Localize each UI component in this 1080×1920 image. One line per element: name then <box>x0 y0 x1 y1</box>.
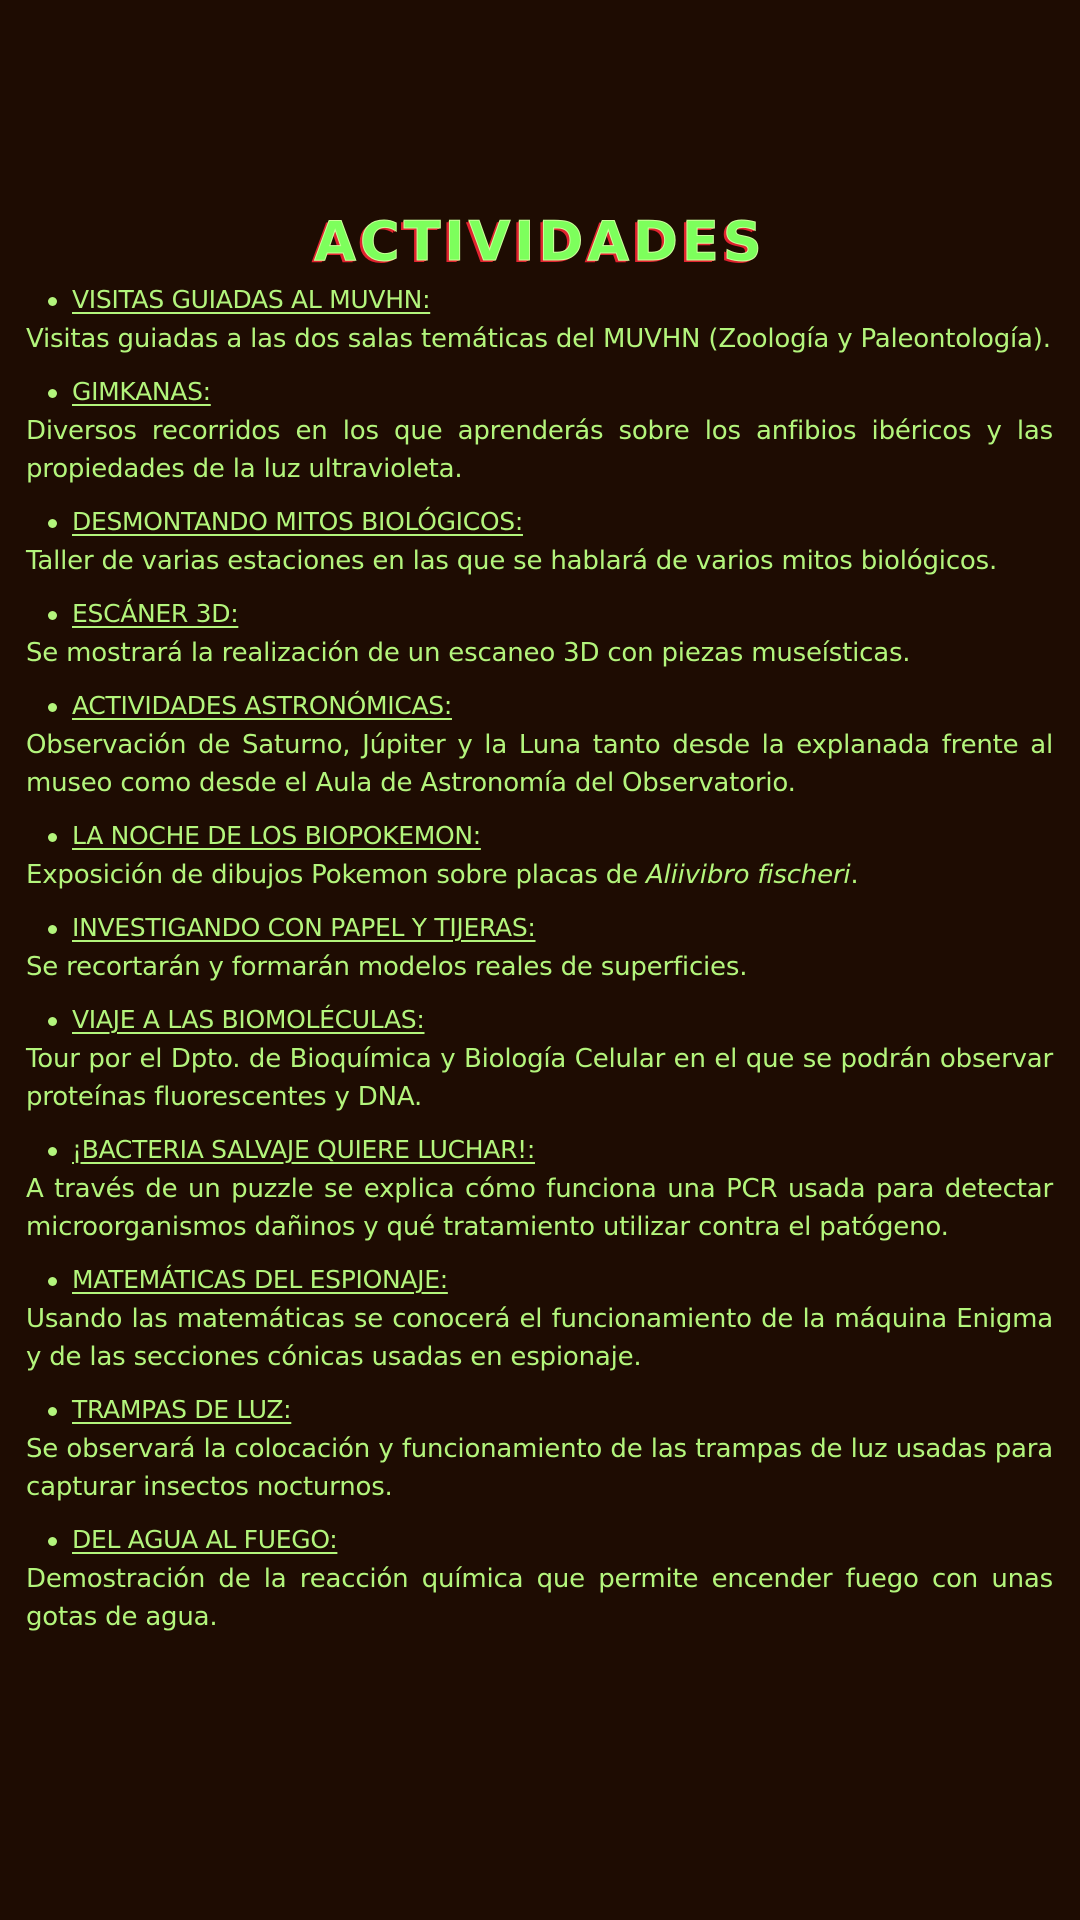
activity-description: Usando las matemáticas se conocerá el funcionamiento de la máquina Enigma y de las secciones cónicas usadas en espionaje. <box>26 1304 1053 1372</box>
item-head <box>26 280 1053 320</box>
item-head <box>26 1130 1053 1170</box>
bullet-icon <box>48 611 57 620</box>
activity-title-link[interactable]: GIMKANAS: <box>72 377 211 406</box>
list-item <box>26 1130 1053 1246</box>
activity-title-link[interactable]: VIAJE A LAS BIOMOLÉCULAS: <box>72 1005 425 1034</box>
activity-description: A través de un puzzle se explica cómo funciona una PCR usada para detectar microorganismos dañinos y qué tratamiento utilizar contra el patógeno. <box>26 1174 1053 1242</box>
bullet-icon <box>48 1277 57 1286</box>
list-item <box>26 1000 1053 1116</box>
bullet-icon <box>48 389 57 398</box>
bullet-icon <box>48 1017 57 1026</box>
description-text: Exposición de dibujos Pokemon sobre placas de <box>26 860 646 890</box>
activity-description: Se recortarán y formarán modelos reales de superficies. <box>26 952 748 982</box>
list-item <box>26 1260 1053 1376</box>
list-item <box>26 908 1053 986</box>
activity-description: Diversos recorridos en los que aprenderás sobre los anfibios ibéricos y las propiedades de la luz ultravioleta. <box>26 416 1053 484</box>
activity-title-link[interactable]: TRAMPAS DE LUZ: <box>72 1395 292 1424</box>
page-title: ACTIVIDADES <box>314 210 766 273</box>
bullet-icon <box>48 1147 57 1156</box>
list-item <box>26 816 1053 894</box>
activity-description: Tour por el Dpto. de Bioquímica y Biología Celular en el que se podrán observar proteínas fluorescentes y DNA. <box>26 1044 1053 1112</box>
list-item <box>26 1520 1053 1636</box>
activities-list <box>26 280 1053 1650</box>
item-head <box>26 1390 1053 1430</box>
activity-title-link[interactable]: ESCÁNER 3D: <box>72 599 239 628</box>
item-head <box>26 502 1053 542</box>
activity-title-link[interactable]: ACTIVIDADES ASTRONÓMICAS: <box>72 691 452 720</box>
bullet-icon <box>48 925 57 934</box>
list-item <box>26 280 1053 358</box>
activity-title-link[interactable]: DEL AGUA AL FUEGO: <box>72 1525 338 1554</box>
activity-description <box>26 856 1053 894</box>
activity-description: Visitas guiadas a las dos salas temáticas del MUVHN (Zoología y Paleontología). <box>26 324 1051 354</box>
activity-description: Taller de varias estaciones en las que se hablará de varios mitos biológicos. <box>26 546 998 576</box>
activity-title-link[interactable]: LA NOCHE DE LOS BIOPOKEMON: <box>72 821 481 850</box>
list-item <box>26 502 1053 580</box>
bullet-icon <box>48 703 57 712</box>
list-item <box>26 594 1053 672</box>
list-item <box>26 1390 1053 1506</box>
bullet-icon <box>48 833 57 842</box>
bullet-icon <box>48 1537 57 1546</box>
activity-title-link[interactable]: DESMONTANDO MITOS BIOLÓGICOS: <box>72 507 523 536</box>
activity-title-link[interactable]: MATEMÁTICAS DEL ESPIONAJE: <box>72 1265 448 1294</box>
activity-title-link[interactable]: INVESTIGANDO CON PAPEL Y TIJERAS: <box>72 913 536 942</box>
item-head <box>26 816 1053 856</box>
bullet-icon <box>48 519 57 528</box>
item-head <box>26 686 1053 726</box>
list-item <box>26 372 1053 488</box>
activity-description: Se observará la colocación y funcionamiento de las trampas de luz usadas para capturar insectos nocturnos. <box>26 1434 1053 1502</box>
activity-description: Demostración de la reacción química que permite encender fuego con unas gotas de agua. <box>26 1564 1053 1632</box>
description-suffix: . <box>850 860 859 890</box>
item-head <box>26 594 1053 634</box>
activity-description: Se mostrará la realización de un escaneo 3D con piezas museísticas. <box>26 638 911 668</box>
list-item <box>26 686 1053 802</box>
item-head <box>26 1260 1053 1300</box>
item-head <box>26 372 1053 412</box>
activity-title-link[interactable]: VISITAS GUIADAS AL MUVHN: <box>72 285 431 314</box>
item-head <box>26 1000 1053 1040</box>
bullet-icon <box>48 1407 57 1416</box>
species-name: Aliivibro fischeri <box>645 860 851 890</box>
activity-description: Observación de Saturno, Júpiter y la Luna tanto desde la explanada frente al museo como desde el Aula de Astronomía del Observatorio. <box>26 730 1053 798</box>
bullet-icon <box>48 297 57 306</box>
activity-title-link[interactable]: ¡BACTERIA SALVAJE QUIERE LUCHAR!: <box>72 1135 536 1164</box>
item-head <box>26 1520 1053 1560</box>
item-head <box>26 908 1053 948</box>
